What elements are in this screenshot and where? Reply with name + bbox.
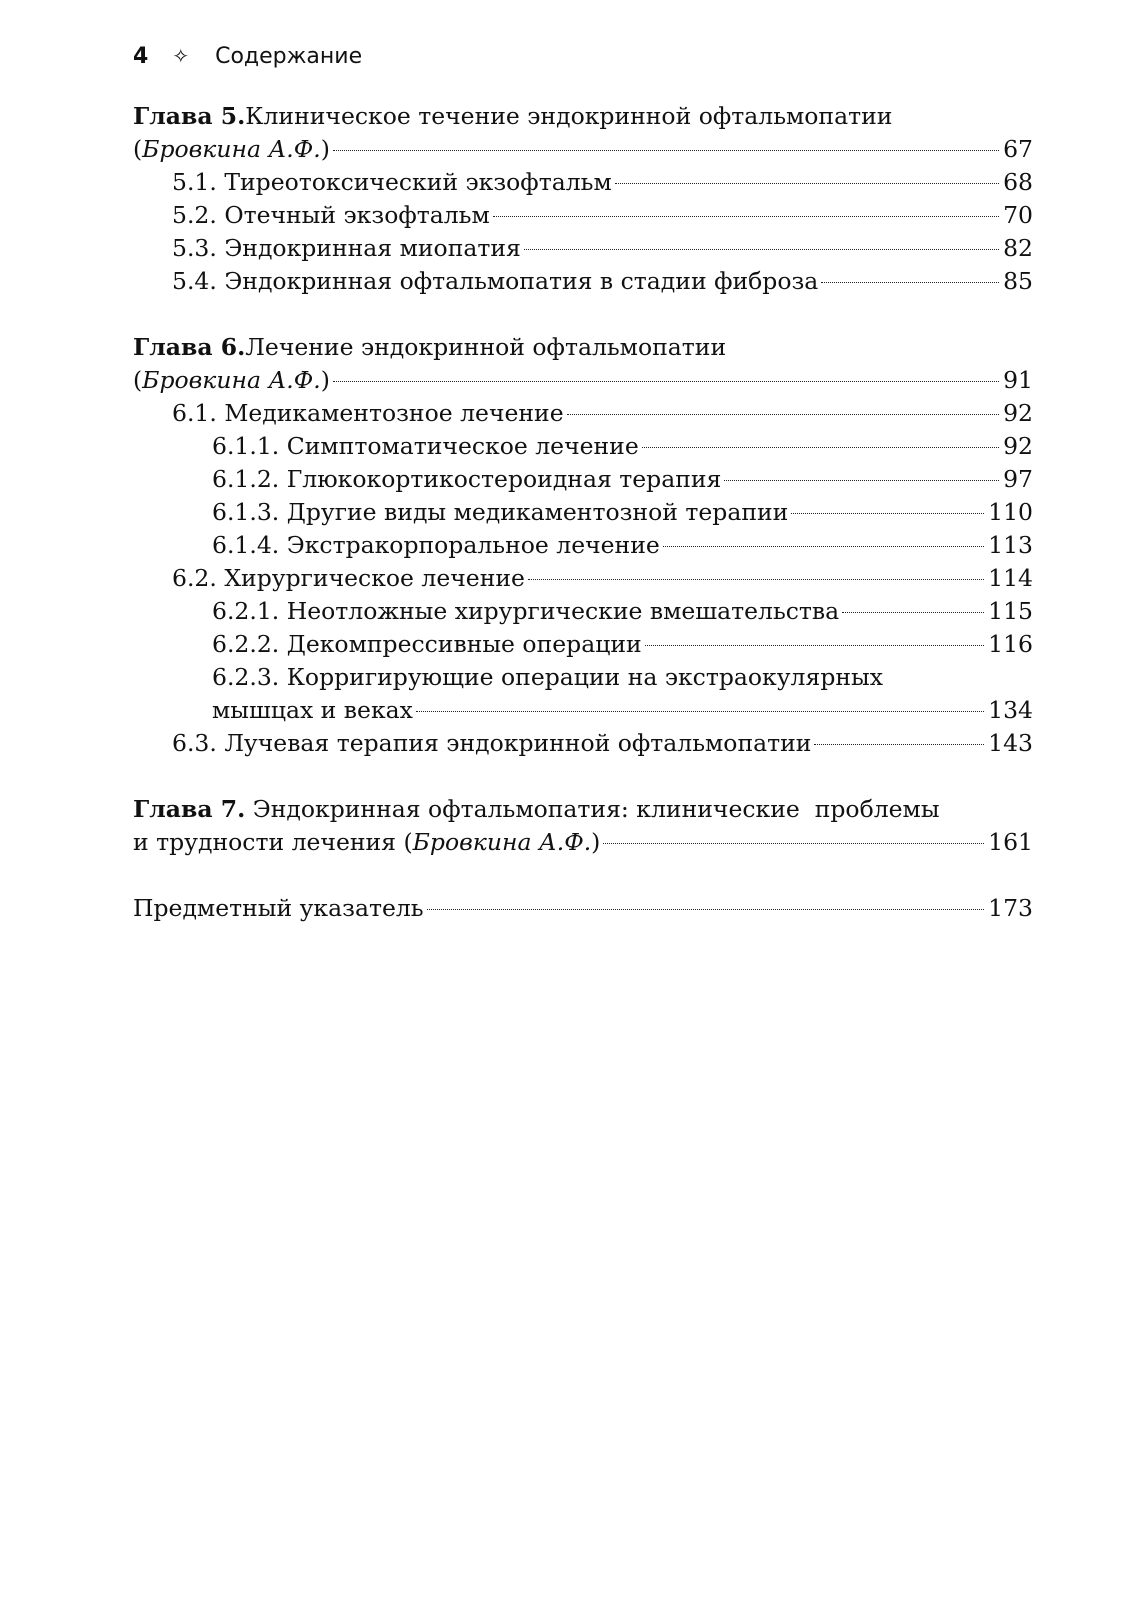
page-ref: 134 — [988, 696, 1033, 724]
toc-entry — [133, 463, 1033, 496]
page-ref: 115 — [988, 597, 1033, 625]
spacer — [133, 859, 1033, 892]
chapter-title: Эндокринная офтальмопатия: клинические проблемы — [245, 795, 940, 823]
dot-leader — [333, 150, 999, 151]
author-open: ( — [133, 366, 143, 394]
toc-entry — [133, 661, 1033, 694]
toc-entry — [133, 232, 1033, 265]
entry-title: 6.2.3. Корригирующие операции на экстраокулярных — [212, 663, 883, 691]
toc-entry — [133, 430, 1033, 463]
toc-entry — [133, 694, 1033, 727]
chapter-title: Клиническое течение эндокринной офтальмопатии — [245, 102, 893, 130]
entry-title: 6.1.3. Другие виды медикаментозной терапии — [212, 498, 789, 526]
entry-title: 6.2. Хирургическое лечение — [172, 564, 525, 592]
page-ref: 113 — [988, 531, 1033, 559]
author-close: ) — [320, 135, 330, 163]
page-ref: 70 — [1003, 201, 1033, 229]
entry-title: 5.1. Тиреотоксический экзофтальм — [172, 168, 612, 196]
page-ref: 68 — [1003, 168, 1033, 196]
dot-leader — [814, 744, 984, 745]
chapter-title: Лечение эндокринной офтальмопатии — [245, 333, 727, 361]
dot-leader — [791, 513, 984, 514]
author: Бровкина А.Ф. — [412, 828, 592, 856]
entry-title: 5.4. Эндокринная офтальмопатия в стадии фиброза — [172, 267, 819, 295]
toc-entry — [133, 364, 1033, 397]
toc-entry — [133, 133, 1033, 166]
page-ref: 85 — [1003, 267, 1033, 295]
dot-leader — [333, 381, 999, 382]
toc-entry — [133, 529, 1033, 562]
spacer — [133, 760, 1033, 793]
page-header — [133, 40, 362, 72]
dot-leader — [724, 480, 999, 481]
entry-title: мышцах и веках — [212, 696, 413, 724]
dot-leader — [842, 612, 984, 613]
index-entry — [133, 892, 1033, 925]
author: Бровкина А.Ф. — [142, 135, 321, 163]
dot-leader — [821, 282, 999, 283]
table-of-contents — [133, 100, 1033, 925]
dot-leader — [427, 909, 985, 910]
page-ref: 82 — [1003, 234, 1033, 262]
page-ref: 161 — [988, 828, 1033, 856]
page-ref: 92 — [1003, 432, 1033, 460]
entry-title: 6.2.2. Декомпрессивные операции — [212, 630, 642, 658]
page-ref: 116 — [988, 630, 1033, 658]
dot-leader — [524, 249, 999, 250]
chapter-6-heading — [133, 331, 1033, 364]
page-ref: 91 — [1003, 366, 1033, 394]
toc-entry — [133, 496, 1033, 529]
author-close: ) — [591, 828, 601, 856]
chapter-label: Глава 6. — [133, 333, 246, 361]
toc-entry — [133, 166, 1033, 199]
dot-leader — [663, 546, 984, 547]
dot-leader — [528, 579, 984, 580]
toc-entry — [133, 826, 1033, 859]
dot-leader — [493, 216, 999, 217]
entry-title: 6.2.1. Неотложные хирургические вмешательства — [212, 597, 840, 625]
dot-leader — [567, 414, 999, 415]
dot-leader — [642, 447, 999, 448]
entry-title: 6.1.1. Симптоматическое лечение — [212, 432, 639, 460]
page-ref: 173 — [988, 894, 1033, 922]
chapter-7-heading — [133, 793, 1033, 826]
page-ref: 97 — [1003, 465, 1033, 493]
dot-leader — [615, 183, 999, 184]
toc-entry — [133, 265, 1033, 298]
entry-title: 6.1. Медикаментозное лечение — [172, 399, 564, 427]
dot-leader — [603, 843, 984, 844]
spacer — [133, 298, 1033, 331]
page-ref: 114 — [988, 564, 1033, 592]
page-ref: 67 — [1003, 135, 1033, 163]
author: Бровкина А.Ф. — [142, 366, 321, 394]
chapter-label: Глава 7. — [133, 795, 246, 823]
toc-entry — [133, 199, 1033, 232]
entry-title: 5.3. Эндокринная миопатия — [172, 234, 521, 262]
page-ref: 110 — [988, 498, 1033, 526]
entry-title: Предметный указатель — [133, 894, 424, 922]
chapter-5-heading — [133, 100, 1033, 133]
page-ref: 143 — [988, 729, 1033, 757]
entry-title: 6.1.2. Глюкокортикостероидная терапия — [212, 465, 722, 493]
toc-entry — [133, 562, 1033, 595]
entry-title: 5.2. Отечный экзофтальм — [172, 201, 490, 229]
toc-entry — [133, 727, 1033, 760]
author-open: ( — [133, 135, 143, 163]
page-ref: 92 — [1003, 399, 1033, 427]
diamond-ornament-icon: ✧ — [172, 44, 190, 68]
toc-entry — [133, 628, 1033, 661]
chapter-title-cont: и трудности лечения ( — [133, 828, 413, 856]
entry-title: 6.3. Лучевая терапия эндокринной офтальмопатии — [172, 729, 812, 757]
toc-entry — [133, 595, 1033, 628]
toc-entry — [133, 397, 1033, 430]
dot-leader — [416, 711, 984, 712]
author-close: ) — [320, 366, 330, 394]
chapter-label: Глава 5. — [133, 102, 246, 130]
dot-leader — [645, 645, 984, 646]
entry-title: 6.1.4. Экстракорпоральное лечение — [212, 531, 660, 559]
running-head: Содержание — [215, 43, 363, 69]
page-number: 4 — [133, 43, 149, 69]
